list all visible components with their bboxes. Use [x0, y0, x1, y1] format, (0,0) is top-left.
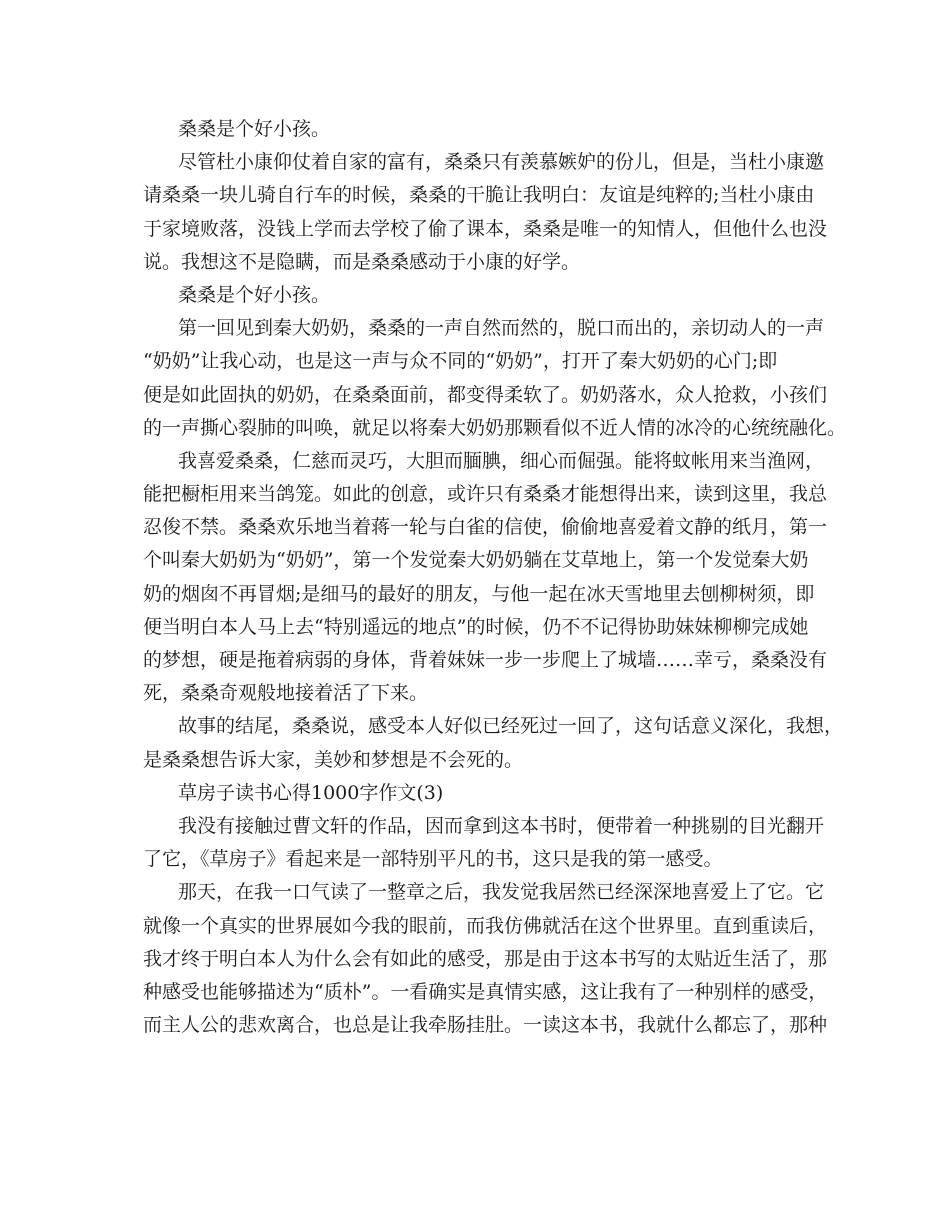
paragraph-line: 的一声撕心裂肺的叫唤，就足以将秦大奶奶那颗看似不近人情的冰冷的心统统融化。: [143, 416, 847, 439]
paragraph-line: 请桑桑一块儿骑自行车的时候，桑桑的干脆让我明白：友谊是纯粹的;当杜小康由: [143, 184, 815, 207]
paragraph-line: 种感受也能够描述为“质朴”。一看确实是真情实感，这让我有了一种别样的感受，: [143, 980, 828, 1003]
paragraph-line: 忍俊不禁。桑桑欢乐地当着蒋一轮与白雀的信使，偷偷地喜爱着文静的纸月，第一: [143, 516, 828, 539]
paragraph-line: 我才终于明白本人为什么会有如此的感受，那是由于这本书写的太贴近生活了，那: [143, 947, 828, 970]
paragraph-line: 而主人公的悲欢离合，也总是让我牵肠挂肚。一读这本书，我就什么都忘了，那种: [143, 1014, 828, 1037]
paragraph-line: 能把橱柜用来当鸽笼。如此的创意，或许只有桑桑才能想得出来，读到这里，我总: [143, 483, 828, 506]
section-heading: 草房子读书心得1000字作文(3): [178, 781, 444, 804]
paragraph-line: 桑桑是个好小孩。: [178, 283, 331, 306]
paragraph-line: 那天，在我一口气读了一整章之后，我发觉我居然已经深深地喜爱上了它。它: [178, 881, 825, 904]
paragraph-line: 第一回见到秦大奶奶，桑桑的一声自然而然的，脱口而出的，亲切动人的一声: [178, 317, 825, 340]
paragraph-line: 是桑桑想告诉大家，美妙和梦想是不会死的。: [143, 748, 524, 771]
paragraph-line: 我喜爱桑桑，仁慈而灵巧，大胆而腼腆，细心而倔强。能将蚊帐用来当渔网，: [178, 449, 825, 472]
paragraph-line: 就像一个真实的世界展如今我的眼前，而我仿佛就活在这个世界里。直到重读后，: [143, 914, 828, 937]
paragraph-line: 的梦想，硬是拖着病弱的身体，背着妹妹一步一步爬上了城墙……幸亏，桑桑没有: [143, 649, 828, 671]
paragraph-line: 我没有接触过曹文轩的作品，因而拿到这本书时，便带着一种挑剔的目光翻开: [178, 814, 825, 837]
paragraph-line: 死，桑桑奇观般地接着活了下来。: [143, 682, 429, 705]
paragraph-line: 奶的烟囱不再冒烟;是细马的最好的朋友，与他一起在冰天雪地里去刨柳树须，即: [143, 582, 815, 605]
paragraph-line: 个叫秦大奶奶为“奶奶”，第一个发觉秦大奶奶躺在艾草地上，第一个发觉秦大奶: [143, 549, 809, 572]
paragraph-line: 便当明白本人马上去“特别遥远的地点”的时候，仍不不记得协助妹妹柳柳完成她: [143, 615, 809, 638]
paragraph-line: 尽管杜小康仰仗着自家的富有，桑桑只有羡慕嫉妒的份儿，但是，当杜小康邀: [178, 151, 825, 174]
paragraph-line: 桑桑是个好小孩。: [178, 118, 331, 140]
paragraph-line: 故事的结尾，桑桑说，感受本人好似已经死过一回了，这句话意义深化，我想，: [178, 715, 844, 738]
paragraph-line: 便是如此固执的奶奶，在桑桑面前，都变得柔软了。奶奶落水，众人抢救，小孩们: [143, 383, 828, 406]
document-body: [143, 113, 847, 1042]
paragraph-line: 于家境败落，没钱上学而去学校了偷了课本，桑桑是唯一的知情人，但他什么也没: [143, 217, 828, 240]
paragraph-line: 说。我想这不是隐瞒，而是桑桑感动于小康的好学。: [143, 250, 581, 273]
paragraph-line: “奶奶”让我心动，也是这一声与众不同的“奶奶”，打开了秦大奶奶的心门;即: [143, 350, 778, 373]
paragraph-line: 了它，《草房子》看起来是一部特别平凡的书，这只是我的第一感受。: [143, 848, 723, 871]
